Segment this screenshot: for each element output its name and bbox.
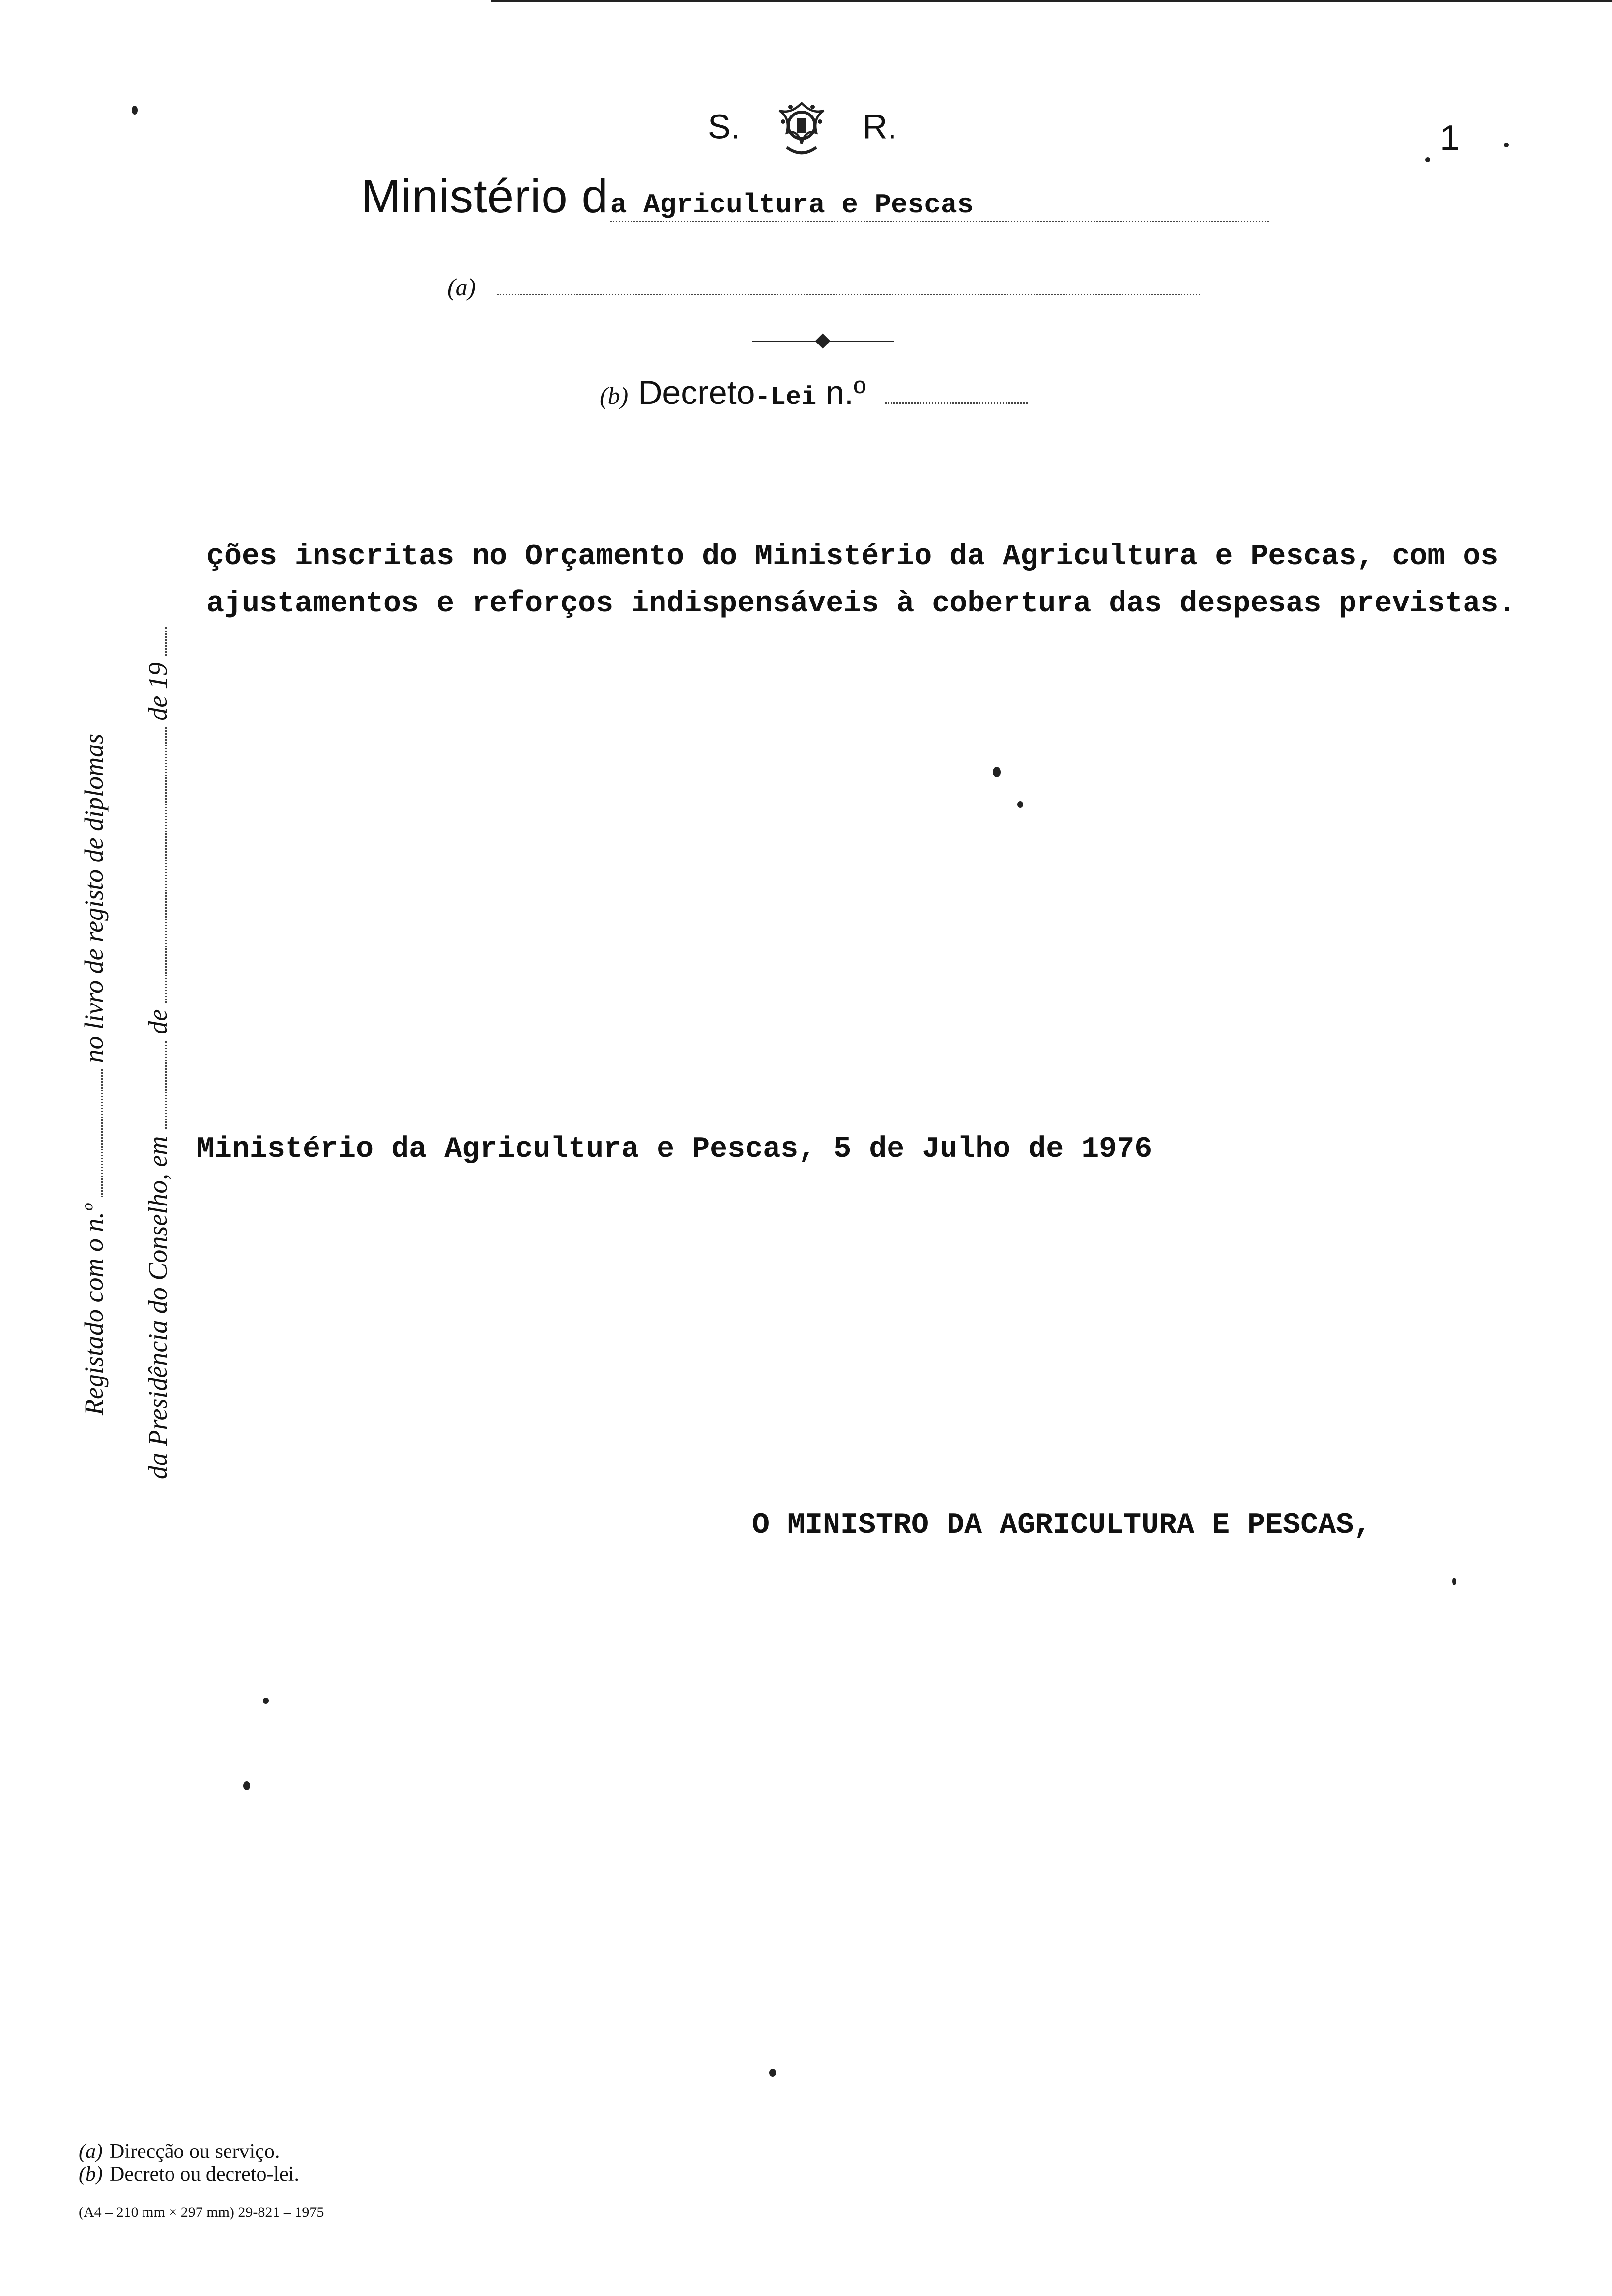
footnotes xyxy=(79,2140,299,2185)
footnote-a xyxy=(79,2140,299,2163)
margin-registration-line-2 xyxy=(143,496,187,1479)
body-line-2: ajustamentos e reforços indispensáveis à cobertura das despesas previstas. xyxy=(206,587,1516,621)
decree-number-value xyxy=(885,380,1028,404)
letterhead-left: S. xyxy=(708,107,741,146)
footnote-a-text: Direcção ou serviço. xyxy=(109,2140,280,2163)
field-a xyxy=(447,270,1200,301)
margin-de-label: de xyxy=(143,1009,173,1034)
divider-diamond-icon xyxy=(815,333,830,348)
ministry-label: Ministério d xyxy=(361,170,608,223)
ink-speck xyxy=(1425,157,1430,162)
ink-speck xyxy=(1504,143,1509,147)
coat-of-arms-icon xyxy=(765,88,838,170)
ink-speck xyxy=(263,1698,269,1704)
margin-year-value xyxy=(144,627,167,656)
footnote-a-marker: (a) xyxy=(79,2140,103,2163)
field-a-value xyxy=(497,270,1200,295)
field-b-label: (b) xyxy=(600,382,629,409)
ministry-fill: a Agricultura e Pescas xyxy=(610,189,1269,222)
ink-speck xyxy=(993,767,1001,777)
decree-number-label: n.º xyxy=(826,374,866,411)
margin-registration-line-1 xyxy=(79,432,123,1415)
decree-typed: -Lei xyxy=(755,383,817,412)
ministry-title xyxy=(361,170,1269,224)
margin-book-label: no livro de registo de diplomas xyxy=(79,733,109,1063)
body-text xyxy=(206,533,1543,628)
margin-registered-label: Registado com o n.º xyxy=(79,1204,109,1415)
decree-prefix: Decreto xyxy=(638,374,755,411)
top-edge-line xyxy=(491,0,1612,2)
date-line: Ministério da Agricultura e Pescas, 5 de Julho de 1976 xyxy=(197,1133,1152,1166)
margin-day-value xyxy=(144,1041,167,1129)
ink-speck xyxy=(243,1781,250,1790)
page-number: 1 xyxy=(1440,118,1460,158)
letterhead xyxy=(708,88,897,170)
signature-title: O MINISTRO DA AGRICULTURA E PESCAS, xyxy=(752,1509,1372,1542)
letterhead-right: R. xyxy=(863,107,897,146)
footnote-b xyxy=(79,2163,299,2185)
margin-registered-number xyxy=(80,1069,103,1197)
footnote-b-text: Decreto ou decreto-lei. xyxy=(109,2163,299,2185)
margin-month-value xyxy=(144,727,167,1003)
field-b xyxy=(600,373,1028,412)
field-a-label: (a) xyxy=(447,273,476,301)
ink-speck xyxy=(1452,1578,1456,1585)
print-info: (A4 – 210 mm × 297 mm) 29-821 – 1975 xyxy=(79,2204,324,2220)
margin-year-label: de 19 xyxy=(143,662,173,721)
ink-speck xyxy=(769,2069,776,2077)
ink-speck xyxy=(1017,801,1023,808)
body-line-1: ções inscritas no Orçamento do Ministério da Agricultura e Pescas, com os xyxy=(206,540,1498,574)
ink-speck xyxy=(132,106,138,115)
margin-presidency-label: da Presidência do Conselho, em xyxy=(143,1136,173,1479)
footnote-b-marker: (b) xyxy=(79,2163,103,2185)
